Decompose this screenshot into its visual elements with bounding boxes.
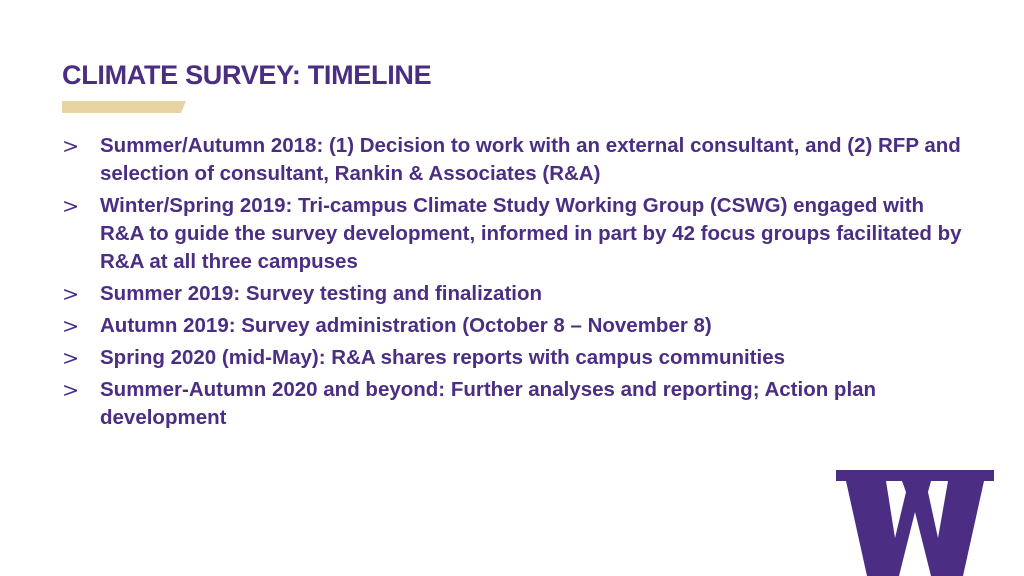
chevron-right-icon: > (62, 346, 80, 370)
slide-title: CLIMATE SURVEY: TIMELINE (62, 60, 432, 90)
bullet-item (62, 376, 962, 432)
chevron-right-icon: > (62, 282, 80, 306)
uw-w-logo-icon (836, 470, 994, 576)
title-accent-bar (62, 101, 186, 113)
chevron-right-icon: > (62, 134, 80, 158)
bullet-text: Autumn 2019: Survey administration (October 8 – November 8) (100, 314, 712, 337)
chevron-right-icon: > (62, 378, 80, 402)
uw-w-logo-shape (836, 470, 994, 576)
timeline-bullet-list (62, 132, 962, 436)
bullet-text: Spring 2020 (mid-May): R&A shares reports with campus communities (100, 346, 786, 369)
bullet-item (62, 280, 962, 308)
bullet-text: Winter/Spring 2019: Tri-campus Climate Study Working Group (CSWG) engaged with R&A to guide the survey development, informed in part by 42 focus groups facilitated by R&A at all three campuses (100, 194, 962, 273)
bullet-text: Summer 2019: Survey testing and finalization (100, 282, 543, 305)
bullet-item (62, 132, 962, 188)
bullet-text: Summer/Autumn 2018: (1) Decision to work with an external consultant, and (2) RFP and selection of consultant, Rankin & Associates (R&A) (100, 134, 961, 185)
chevron-right-icon: > (62, 194, 80, 218)
bullet-item (62, 344, 962, 372)
bullet-text: Summer-Autumn 2020 and beyond: Further analyses and reporting; Action plan development (100, 378, 877, 429)
chevron-right-icon: > (62, 314, 80, 338)
bullet-item (62, 312, 962, 340)
bullet-item (62, 192, 962, 276)
